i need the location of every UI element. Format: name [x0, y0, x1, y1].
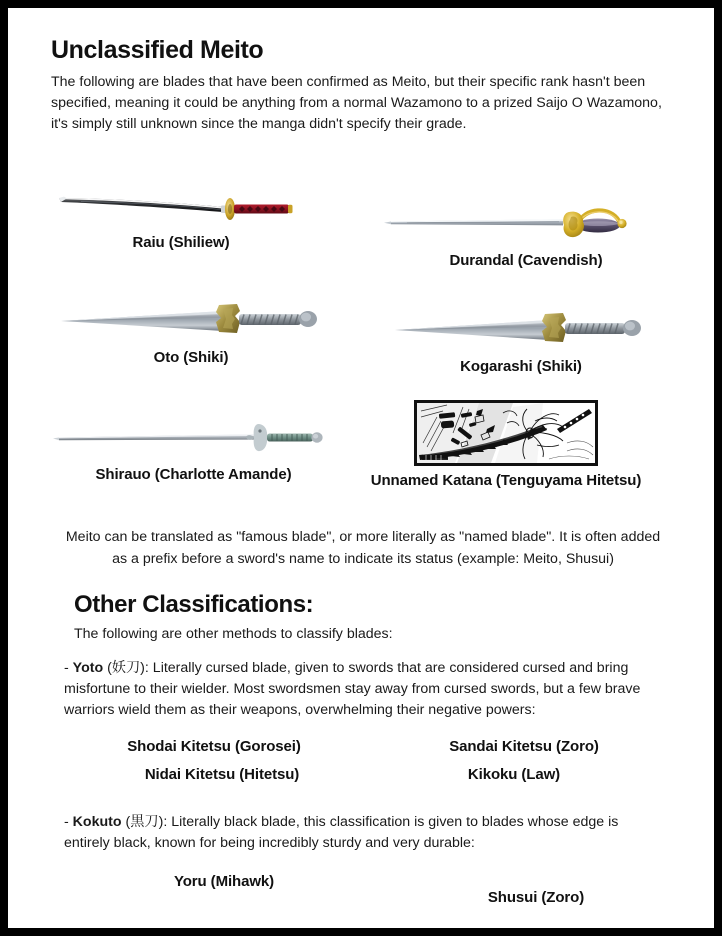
sword-entry-raiu: [51, 176, 311, 251]
kokuto-paragraph-block: [64, 812, 668, 854]
sword-label-wrap-kogarashi: [381, 358, 661, 375]
sword-label-wrap-raiu: [51, 234, 311, 251]
other-classifications-subtitle: The following are other methods to classify blades:: [74, 626, 393, 642]
kokuto-description: : Literally black blade, this classification is given to blades whose edge is entirely black, known for being incredibly sturdy and very durable:: [64, 814, 619, 851]
sword-image-raiu: [51, 176, 311, 232]
sword-label: Raiu (Shiliew): [132, 234, 230, 251]
yoto-term: Yoto: [72, 660, 104, 676]
kokuto-entry-yoru: Yoru (Mihawk): [173, 873, 275, 890]
yoto-entry-kikoku: Kikoku (Law): [467, 766, 561, 783]
sword-label-wrap-unnamed-katana: [356, 472, 656, 489]
kokuto-entry-list: [64, 873, 668, 906]
yoto-entry-sandai-kitetsu: Sandai Kitetsu (Zoro): [449, 738, 599, 755]
sword-entry-oto: [51, 291, 331, 366]
kokuto-dash: -: [64, 814, 73, 830]
sword-label-wrap-durandal: [381, 252, 671, 269]
sword-entry-kogarashi: [381, 300, 661, 375]
sword-entry-durandal: [381, 194, 671, 269]
other-classifications-header: [74, 591, 674, 645]
yoto-entry-shodai-kitetsu: Shodai Kitetsu (Gorosei): [127, 738, 301, 755]
yoto-description: : Literally cursed blade, given to swords that are considered cursed and bring misfortune to their wielder. Most swordsmen stay away from cursed swords, but a few brave warriors wield them as their weapons, overwhelming their negative powers:: [64, 660, 641, 718]
sword-image-oto: [51, 291, 331, 347]
sword-label: Unnamed Katana (Tenguyama Hitetsu): [370, 472, 642, 489]
sword-label: Oto (Shiki): [153, 349, 229, 366]
rapier-illustration: [381, 194, 671, 250]
yoto-dash: -: [64, 660, 73, 676]
sword-image-kogarashi: [381, 300, 661, 356]
yoto-entry-list: [64, 738, 668, 794]
sword-entry-unnamed-katana: [356, 400, 656, 489]
entry-row: [64, 766, 668, 794]
other-classifications-title: Other Classifications:: [74, 591, 314, 618]
sword-label-wrap-shirauo: [51, 466, 336, 483]
kokuto-kanji: (黒刀): [121, 814, 164, 830]
sword-entry-shirauo: [51, 408, 336, 483]
sword-label-wrap-oto: [51, 349, 331, 366]
kokuto-paragraph: [64, 812, 668, 854]
yoto-paragraph-block: [64, 658, 668, 721]
sword-label: Kogarashi (Shiki): [460, 358, 582, 375]
sword-label: Shirauo (Charlotte Amande): [95, 466, 292, 483]
manga-artwork: [417, 403, 595, 463]
sword-image-unnamed-katana: [356, 400, 656, 466]
sword-label: Durandal (Cavendish): [449, 252, 603, 269]
thin-sword-illustration: [51, 408, 336, 464]
sword-image-durandal: [381, 194, 671, 250]
meito-note: [63, 526, 663, 570]
yoto-entry-nidai-kitetsu: Nidai Kitetsu (Hitetsu): [144, 766, 300, 783]
page-title: Unclassified Meito: [51, 36, 264, 64]
katana-illustration: [51, 176, 311, 232]
entry-row: [64, 738, 668, 766]
kokuto-term: Kokuto: [72, 814, 122, 830]
meito-note-text: Meito can be translated as "famous blade", or more literally as "named blade". It is often added as a prefix before a sword's name to indicate its status (example: Meito, Shusui): [65, 529, 661, 567]
sword-image-shirauo: [51, 408, 336, 464]
manga-panel: [414, 400, 598, 466]
header-section: [51, 36, 671, 135]
straight-sword-illustration: [51, 291, 331, 347]
kokuto-entry-shusui: Shusui (Zoro): [487, 889, 585, 906]
document-page: [8, 8, 714, 928]
header-paragraph: The following are blades that have been confirmed as Meito, but their specific rank hasn't been specified, meaning it could be anything from a normal Wazamono to a prized Saijo O Wazamono, it's simply still unknown since the manga didn't specify their grade.: [51, 74, 662, 132]
entry-row: [64, 873, 668, 906]
yoto-paragraph: [64, 658, 668, 721]
straight-sword-illustration: [381, 300, 661, 356]
yoto-kanji: (妖刀): [103, 660, 145, 676]
